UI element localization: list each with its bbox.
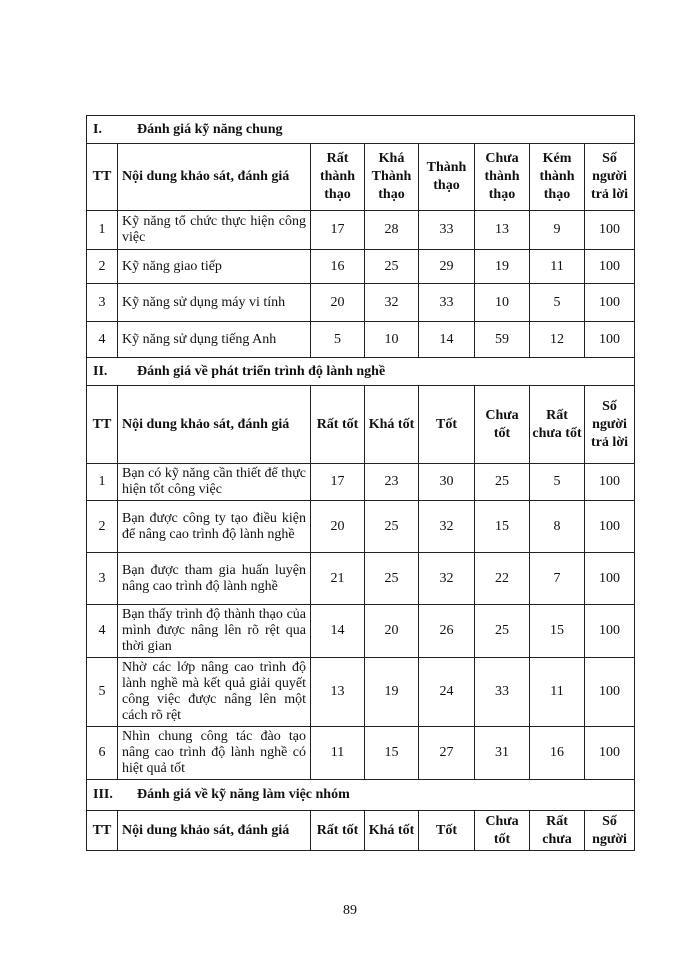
- column-header-respondents: Số người: [585, 811, 635, 851]
- cell-value: 7: [530, 553, 585, 605]
- table-row: [87, 658, 635, 727]
- cell-value: 100: [585, 501, 635, 553]
- section-1-heading: Đánh giá kỹ năng chung: [137, 121, 283, 137]
- cell-value: 19: [475, 250, 530, 284]
- column-header-rating-4: Chưa tốt: [475, 811, 530, 851]
- section-1-roman: I.: [93, 121, 102, 137]
- section-3-title: [87, 780, 635, 811]
- section-2-header-row: [87, 386, 635, 464]
- cell-value: 15: [530, 605, 585, 658]
- section-3-title-row: [87, 780, 635, 811]
- section-3-header-row: [87, 811, 635, 851]
- row-number: 4: [87, 322, 118, 358]
- cell-value: 30: [419, 464, 475, 501]
- column-header-tt: TT: [87, 386, 118, 464]
- cell-value: 11: [530, 658, 585, 727]
- column-header-rating-3: Tốt: [419, 811, 475, 851]
- column-header-rating-1: Rất thành thạo: [311, 144, 365, 211]
- table-row: [87, 250, 635, 284]
- cell-value: 20: [311, 501, 365, 553]
- column-header-rating-5: Rất chưa: [530, 811, 585, 851]
- cell-value: 32: [365, 284, 419, 322]
- cell-value: 16: [311, 250, 365, 284]
- row-number: 3: [87, 284, 118, 322]
- cell-value: 26: [419, 605, 475, 658]
- cell-value: 11: [530, 250, 585, 284]
- table-row: [87, 501, 635, 553]
- row-number: 1: [87, 211, 118, 250]
- row-content: Kỹ năng sử dụng tiếng Anh: [118, 322, 311, 358]
- cell-value: 16: [530, 727, 585, 780]
- cell-value: 25: [475, 464, 530, 501]
- table-row: [87, 727, 635, 780]
- cell-value: 14: [419, 322, 475, 358]
- section-1-header-row: [87, 144, 635, 211]
- cell-value: 20: [311, 284, 365, 322]
- cell-value: 32: [419, 501, 475, 553]
- section-3-roman: III.: [93, 787, 113, 802]
- row-content: Kỹ năng sử dụng máy vi tính: [118, 284, 311, 322]
- section-1-title-row: [87, 116, 635, 144]
- cell-value: 33: [419, 284, 475, 322]
- column-header-content: Nội dung khảo sát, đánh giá: [118, 811, 311, 851]
- row-content: Kỹ năng giao tiếp: [118, 250, 311, 284]
- row-number: 1: [87, 464, 118, 501]
- row-number: 5: [87, 658, 118, 727]
- section-2-title-row: [87, 358, 635, 386]
- column-header-tt: TT: [87, 811, 118, 851]
- column-header-tt: TT: [87, 144, 118, 211]
- column-header-content: Nội dung khảo sát, đánh giá: [118, 386, 311, 464]
- cell-value: 100: [585, 727, 635, 780]
- cell-value: 10: [475, 284, 530, 322]
- table-row: [87, 553, 635, 605]
- column-header-rating-5: Kém thành thạo: [530, 144, 585, 211]
- row-content: Kỹ năng tổ chức thực hiện công việc: [118, 211, 311, 250]
- cell-value: 100: [585, 553, 635, 605]
- cell-value: 31: [475, 727, 530, 780]
- column-header-rating-3: Thành thạo: [419, 144, 475, 211]
- column-header-rating-1: Rất tốt: [311, 386, 365, 464]
- cell-value: 13: [475, 211, 530, 250]
- row-content: Bạn có kỹ năng cần thiết để thực hiện tốt công việc: [118, 464, 311, 501]
- cell-value: 100: [585, 658, 635, 727]
- cell-value: 17: [311, 211, 365, 250]
- cell-value: 25: [365, 250, 419, 284]
- cell-value: 100: [585, 284, 635, 322]
- cell-value: 100: [585, 211, 635, 250]
- cell-value: 33: [419, 211, 475, 250]
- row-content: Nhờ các lớp nâng cao trình độ lành nghề mà kết quả giải quyết công việc được nâng lên một cách rõ rệt: [118, 658, 311, 727]
- row-number: 2: [87, 250, 118, 284]
- cell-value: 29: [419, 250, 475, 284]
- cell-value: 23: [365, 464, 419, 501]
- section-2-title: [87, 358, 635, 386]
- page-number: 89: [343, 903, 357, 918]
- column-header-respondents: Số người trả lời: [585, 144, 635, 211]
- cell-value: 9: [530, 211, 585, 250]
- survey-table: [86, 115, 635, 851]
- row-number: 4: [87, 605, 118, 658]
- cell-value: 20: [365, 605, 419, 658]
- column-header-rating-2: Khá Thành thạo: [365, 144, 419, 211]
- cell-value: 100: [585, 605, 635, 658]
- column-header-rating-2: Khá tốt: [365, 811, 419, 851]
- cell-value: 100: [585, 464, 635, 501]
- column-header-rating-4: Chưa thành thạo: [475, 144, 530, 211]
- column-header-content: Nội dung khảo sát, đánh giá: [118, 144, 311, 211]
- cell-value: 11: [311, 727, 365, 780]
- cell-value: 10: [365, 322, 419, 358]
- table-row: [87, 464, 635, 501]
- row-content: Bạn được công ty tạo điều kiện để nâng cao trình độ lành nghề: [118, 501, 311, 553]
- table-row: [87, 605, 635, 658]
- cell-value: 8: [530, 501, 585, 553]
- row-content: Bạn được tham gia huấn luyện nâng cao trình độ lành nghề: [118, 553, 311, 605]
- cell-value: 12: [530, 322, 585, 358]
- cell-value: 25: [365, 553, 419, 605]
- cell-value: 13: [311, 658, 365, 727]
- section-3-heading: Đánh giá về kỹ năng làm việc nhóm: [137, 787, 350, 802]
- column-header-rating-5: Rất chưa tốt: [530, 386, 585, 464]
- row-number: 2: [87, 501, 118, 553]
- cell-value: 100: [585, 250, 635, 284]
- cell-value: 22: [475, 553, 530, 605]
- cell-value: 14: [311, 605, 365, 658]
- row-content: Bạn thấy trình độ thành thạo của mình được nâng lên rõ rệt qua thời gian: [118, 605, 311, 658]
- table-row: [87, 322, 635, 358]
- row-content: Nhìn chung công tác đào tạo nâng cao trình độ lành nghề có hiệt quả tốt: [118, 727, 311, 780]
- column-header-respondents: Số người trả lời: [585, 386, 635, 464]
- row-number: 3: [87, 553, 118, 605]
- section-2-roman: II.: [93, 363, 108, 379]
- cell-value: 21: [311, 553, 365, 605]
- cell-value: 25: [475, 605, 530, 658]
- cell-value: 33: [475, 658, 530, 727]
- cell-value: 27: [419, 727, 475, 780]
- table-row: [87, 211, 635, 250]
- cell-value: 5: [530, 284, 585, 322]
- cell-value: 24: [419, 658, 475, 727]
- column-header-rating-1: Rất tốt: [311, 811, 365, 851]
- cell-value: 59: [475, 322, 530, 358]
- cell-value: 100: [585, 322, 635, 358]
- column-header-rating-2: Khá tốt: [365, 386, 419, 464]
- cell-value: 15: [365, 727, 419, 780]
- section-1-title: [87, 116, 635, 144]
- cell-value: 19: [365, 658, 419, 727]
- cell-value: 5: [530, 464, 585, 501]
- column-header-rating-4: Chưa tốt: [475, 386, 530, 464]
- cell-value: 17: [311, 464, 365, 501]
- section-2-heading: Đánh giá về phát triển trình độ lành nghề: [137, 363, 386, 379]
- table-row: [87, 284, 635, 322]
- cell-value: 5: [311, 322, 365, 358]
- row-number: 6: [87, 727, 118, 780]
- cell-value: 28: [365, 211, 419, 250]
- cell-value: 15: [475, 501, 530, 553]
- column-header-rating-3: Tốt: [419, 386, 475, 464]
- cell-value: 32: [419, 553, 475, 605]
- cell-value: 25: [365, 501, 419, 553]
